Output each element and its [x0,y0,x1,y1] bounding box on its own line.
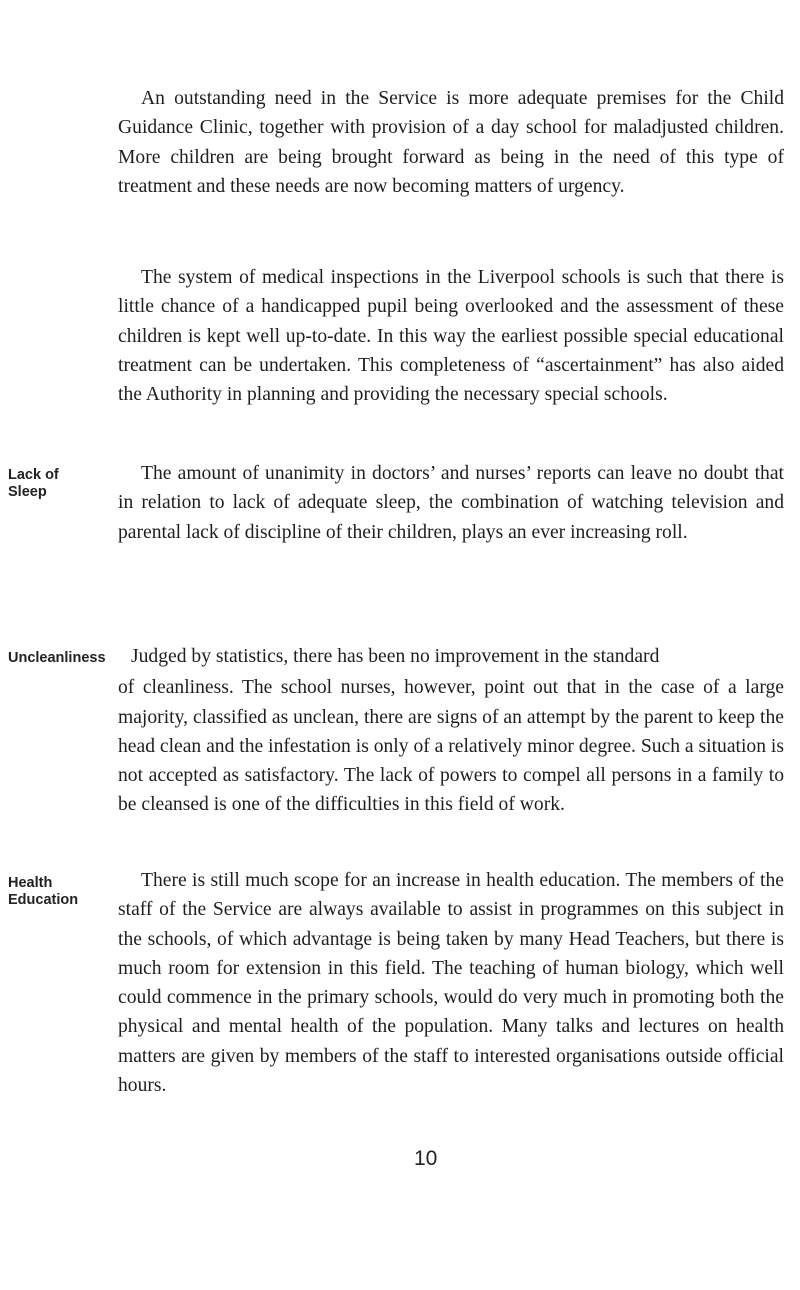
margin-heading-line: Lack of [8,467,59,483]
uncleanliness-first-line [8,642,784,673]
uncleanliness-body-text: of cleanliness. The school nurses, however, point out that in the case of a large majority, classified as unclean, there are signs of an attempt by the parent to keep the head clean and the infestation is only of a relatively minor degree. Such a situation is not accepted as satisfactory. The lack of powers to compel all persons in a family to be cleansed is one of the difficulties in this field of work. [118,677,784,816]
margin-heading-health-education [8,875,118,909]
uncleanliness-first-text: Judged by statistics, there has been no improvement in the standard [131,646,660,667]
margin-heading-line: Health [8,875,53,891]
paragraph-health-education: There is still much scope for an increase in health education. The members of the staff of the Service are always available to assist in programmes on this subject in the schools, of which advantage is being taken by many Head Teachers, but there is much room for extension in this field. The teaching of human biology, which well could commence in the primary schools, would do very much in promoting both the physical and mental health of the population. Many talks and lectures on health matters are given by members of the staff to interested organisations outside official hours. [118,870,784,1097]
margin-heading-lack-of-sleep [8,467,118,501]
paragraph-medical-inspections: The system of medical inspections in the Liverpool schools is such that there is little chance of a handicapped pupil being overlooked and the assessment of these children is kept well up-to-date. In this way the earliest possible special educational treatment can be undertaken. This completeness of “ascertainment” has also aided the Authority in planning and providing the necessary special schools. [118,267,784,406]
paragraph-premises: An outstanding need in the Service is more adequate premises for the Child Guidance Clinic, together with provision of a day school for maladjusted children. More children are being brought forward as being in the need of this type of treatment and these needs are now becoming matters of urgency. [118,88,784,197]
margin-heading-uncleanliness: Uncleanliness [8,650,106,666]
page-number: 10 [414,1147,438,1170]
margin-heading-line: Sleep [8,484,47,500]
paragraph-uncleanliness [8,642,784,820]
margin-heading-line: Education [8,892,79,908]
paragraph-lack-of-sleep: The amount of unanimity in doctors’ and nurses’ reports can leave no doubt that in relation to lack of adequate sleep, the combination of watching television and parental lack of discipline of their children, plays an ever increasing roll. [118,463,784,543]
